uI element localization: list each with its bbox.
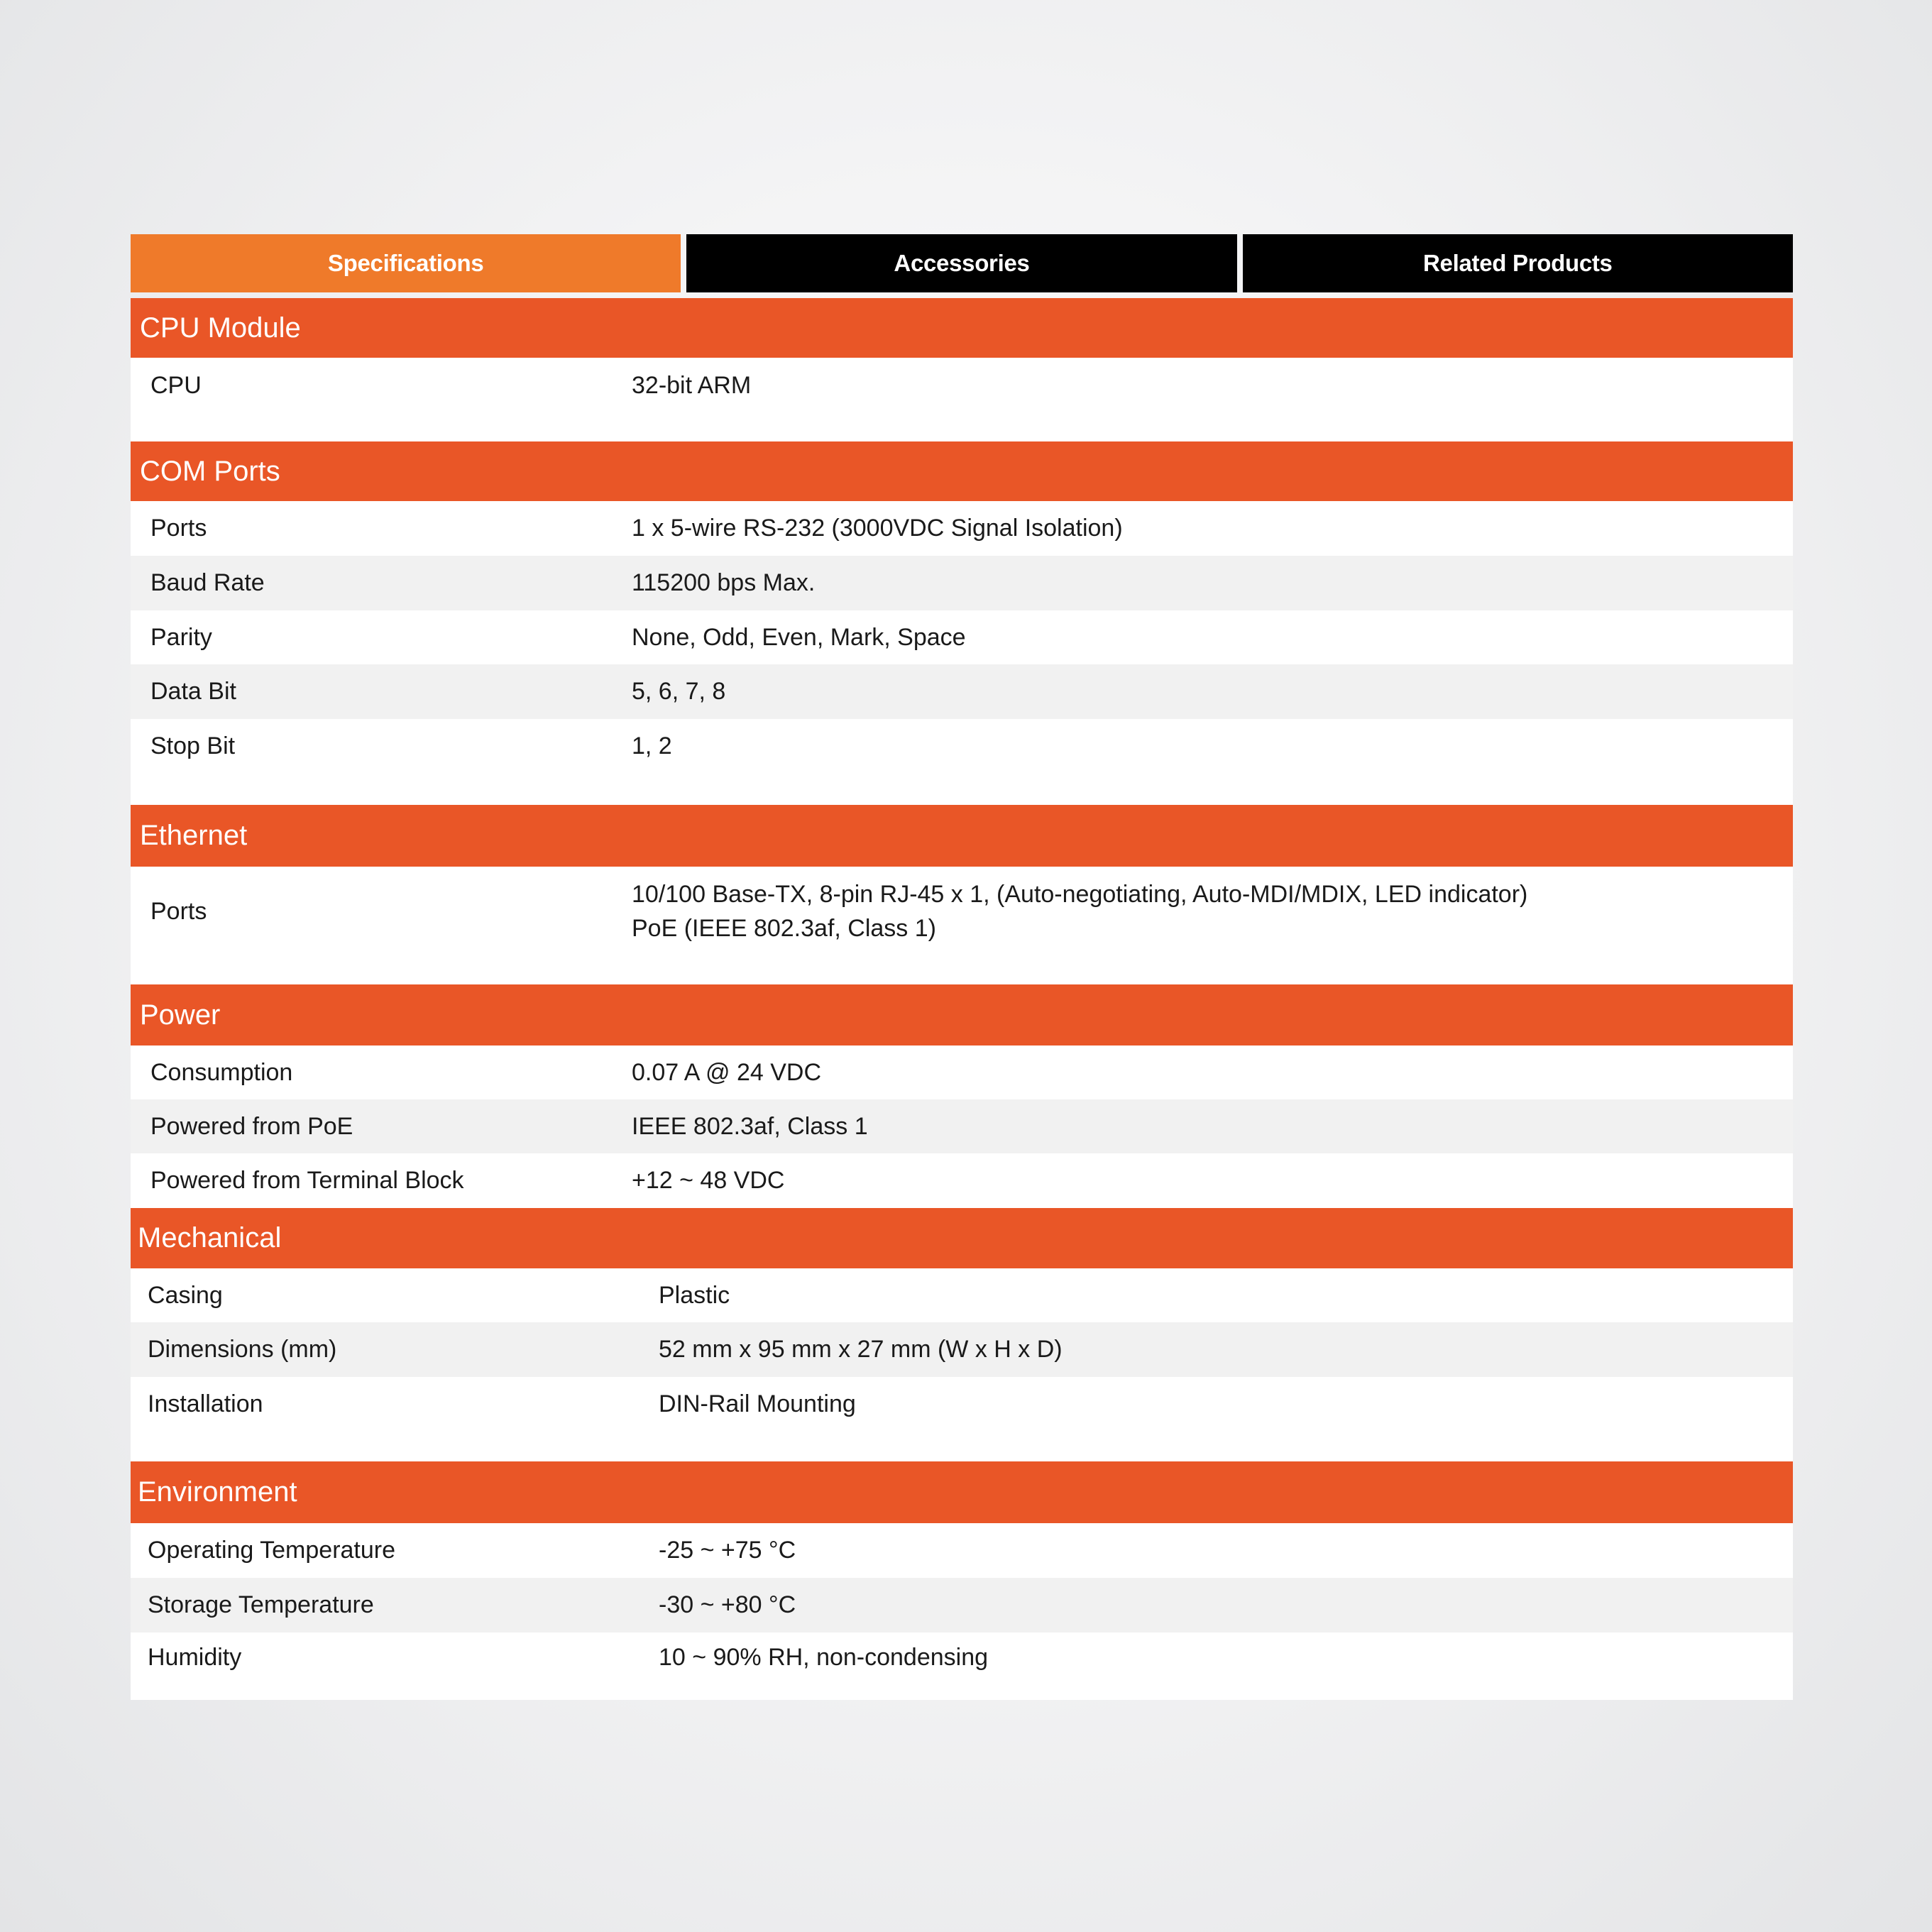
tab-bar [131,234,1793,292]
spec-label: Casing [148,1281,223,1309]
spec-row [131,664,1793,719]
section-com-ports [131,441,1793,805]
spec-label: Stop Bit [150,732,236,759]
spec-value: Plastic [659,1281,730,1309]
tab-specifications[interactable]: Specifications [131,234,681,292]
section-title: Mechanical [131,1208,1793,1268]
spec-label: CPU [150,371,202,399]
spec-label: Humidity [148,1644,242,1671]
spec-value-line: 10/100 Base-TX, 8-pin RJ-45 x 1, (Auto-negotiating, Auto-MDI/MDIX, LED indicator) [632,881,1528,908]
spec-row [131,1045,1793,1099]
spec-value: 10 ~ 90% RH, non-condensing [659,1644,989,1671]
spec-value: IEEE 802.3af, Class 1 [632,1112,868,1140]
spec-row [131,1153,1793,1208]
spec-value: +12 ~ 48 VDC [632,1167,785,1194]
spec-row [131,1578,1793,1632]
spec-row [131,1322,1793,1377]
spec-label: Powered from PoE [150,1112,353,1140]
tab-accessories[interactable]: Accessories [686,234,1236,292]
spec-label: Data Bit [150,678,236,705]
spec-value: None, Odd, Even, Mark, Space [632,623,966,651]
spec-value [632,877,1793,945]
spec-value: 115200 bps Max. [632,569,816,596]
spec-label: Dimensions (mm) [148,1336,337,1363]
spec-row [131,867,1793,956]
spec-value: 1 x 5-wire RS-232 (3000VDC Signal Isolation) [632,515,1123,542]
section-cpu-module [131,298,1793,441]
spec-row [131,1377,1793,1432]
spec-row [131,719,1793,774]
spec-label: Operating Temperature [148,1537,396,1564]
section-environment [131,1461,1793,1700]
spec-value: -30 ~ +80 °C [659,1591,796,1618]
spec-label: Baud Rate [150,569,265,596]
spec-label: Consumption [150,1058,293,1086]
spec-value: 1, 2 [632,732,672,759]
section-title: CPU Module [131,298,1793,358]
spec-row [131,610,1793,664]
spec-label: Ports [150,515,207,542]
spec-value: 52 mm x 95 mm x 27 mm (W x H x D) [659,1336,1063,1363]
spec-value: 0.07 A @ 24 VDC [632,1058,822,1086]
spec-value: 5, 6, 7, 8 [632,678,726,705]
spec-label: Parity [150,623,212,651]
spec-label: Powered from Terminal Block [150,1167,464,1194]
section-title: Ethernet [131,805,1793,867]
section-ethernet [131,805,1793,984]
spec-label: Installation [148,1390,263,1417]
tab-related-products[interactable]: Related Products [1243,234,1793,292]
spec-row [131,556,1793,610]
spec-value-line: PoE (IEEE 802.3af, Class 1) [632,915,936,942]
spec-value: -25 ~ +75 °C [659,1537,796,1564]
spec-row [131,1523,1793,1578]
spec-row [131,358,1793,413]
section-mechanical [131,1208,1793,1461]
spec-value: DIN-Rail Mounting [659,1390,856,1417]
section-title: Environment [131,1461,1793,1523]
section-title: COM Ports [131,441,1793,501]
section-power [131,984,1793,1208]
spec-label: Storage Temperature [148,1591,374,1618]
spec-label: Ports [150,897,207,925]
section-title: Power [131,984,1793,1045]
spec-row [131,1268,1793,1322]
spec-row [131,1099,1793,1153]
spec-value: 32-bit ARM [632,371,752,399]
spec-row [131,501,1793,556]
spec-row [131,1632,1793,1700]
specifications-panel [131,234,1793,1700]
